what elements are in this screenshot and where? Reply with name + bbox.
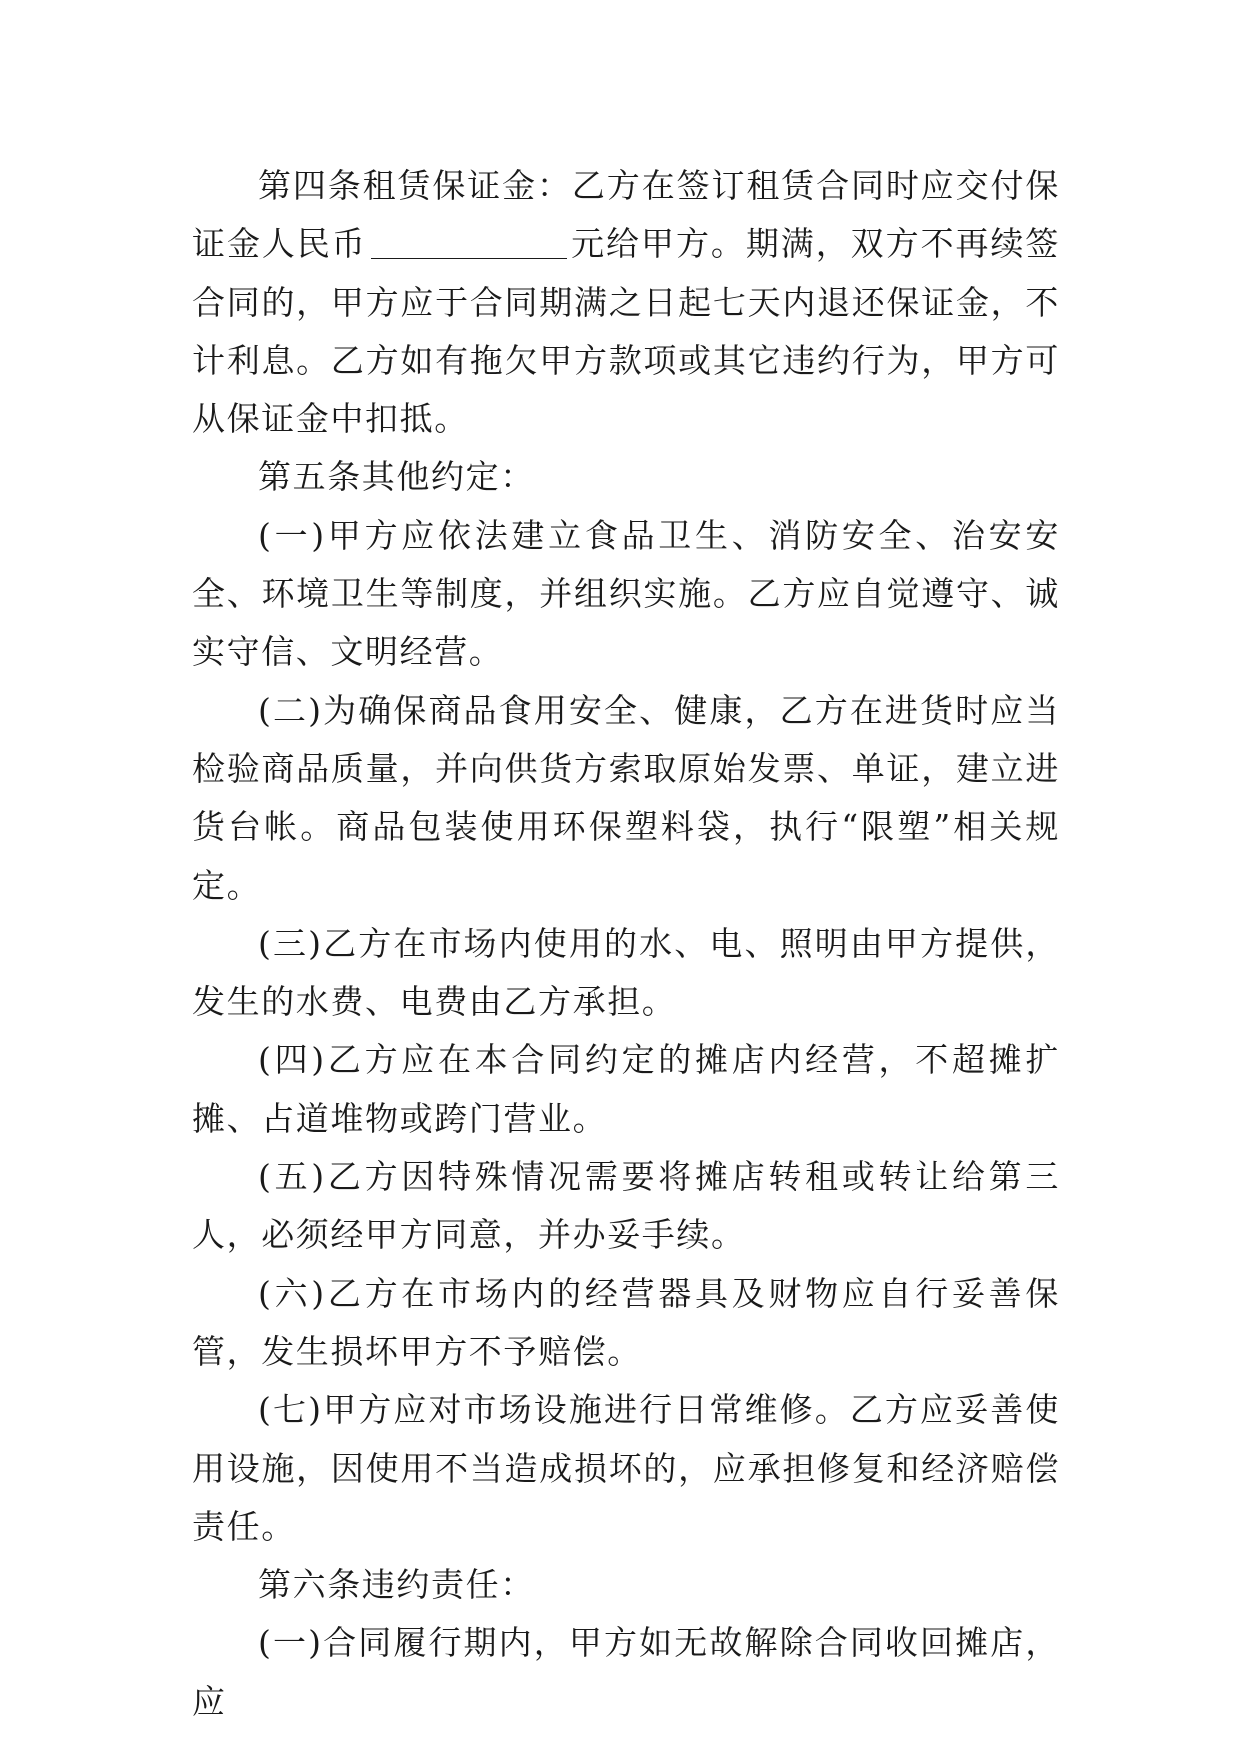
article-4-text-before-blank: 第四条租赁保证金：乙方在签订租赁合同时应交付保证金人民币 xyxy=(192,166,1060,264)
article-5-clause-2: (二)为确保商品食用安全、健康，乙方在进货时应当检验商品质量，并向供货方索取原始发票、单证，建立进货台帐。商品包装使用环保塑料袋，执行“限塑”相关规定。 xyxy=(192,690,1060,905)
article-6-heading: 第六条违约责任： xyxy=(258,1565,535,1605)
article-5-clause-6: (六)乙方在市场内的经营器具及财物应自行妥善保管，发生损坏甲方不予赔偿。 xyxy=(192,1273,1060,1371)
article-5-heading: 第五条其他约定： xyxy=(258,457,535,497)
article-4-text-after-blank: 元给甲方。期满，双方不再续签合同的，甲方应于合同期满之日起七天内退还保证金，不计利息。乙方如有拖欠甲方款项或其它违约行为，甲方可从保证金中扣抵。 xyxy=(192,224,1061,439)
document-body xyxy=(192,157,1060,1731)
article-5-clause-5: (五)乙方因特殊情况需要将摊店转租或转让给第三人，必须经甲方同意，并办妥手续。 xyxy=(192,1157,1060,1255)
article-5-clause-7: (七)甲方应对市场设施进行日常维修。乙方应妥善使用设施，因使用不当造成损坏的，应承担修复和经济赔偿责任。 xyxy=(192,1390,1060,1546)
article-5-clause-3: (三)乙方在市场内使用的水、电、照明由甲方提供，发生的水费、电费由乙方承担。 xyxy=(192,923,1060,1022)
article-5-clause-1: (一)甲方应依法建立食品卫生、消防安全、治安安全、环境卫生等制度，并组织实施。乙方应自觉遵守、诚实守信、文明经营。 xyxy=(192,515,1060,672)
article-6-clause-1: (一)合同履行期内，甲方如无故解除合同收回摊店，应 xyxy=(192,1623,1060,1721)
article-5-clause-4: (四)乙方应在本合同约定的摊店内经营，不超摊扩摊、占道堆物或跨门营业。 xyxy=(192,1040,1060,1138)
article-4-deposit xyxy=(192,157,1060,448)
deposit-amount-blank xyxy=(371,226,567,259)
